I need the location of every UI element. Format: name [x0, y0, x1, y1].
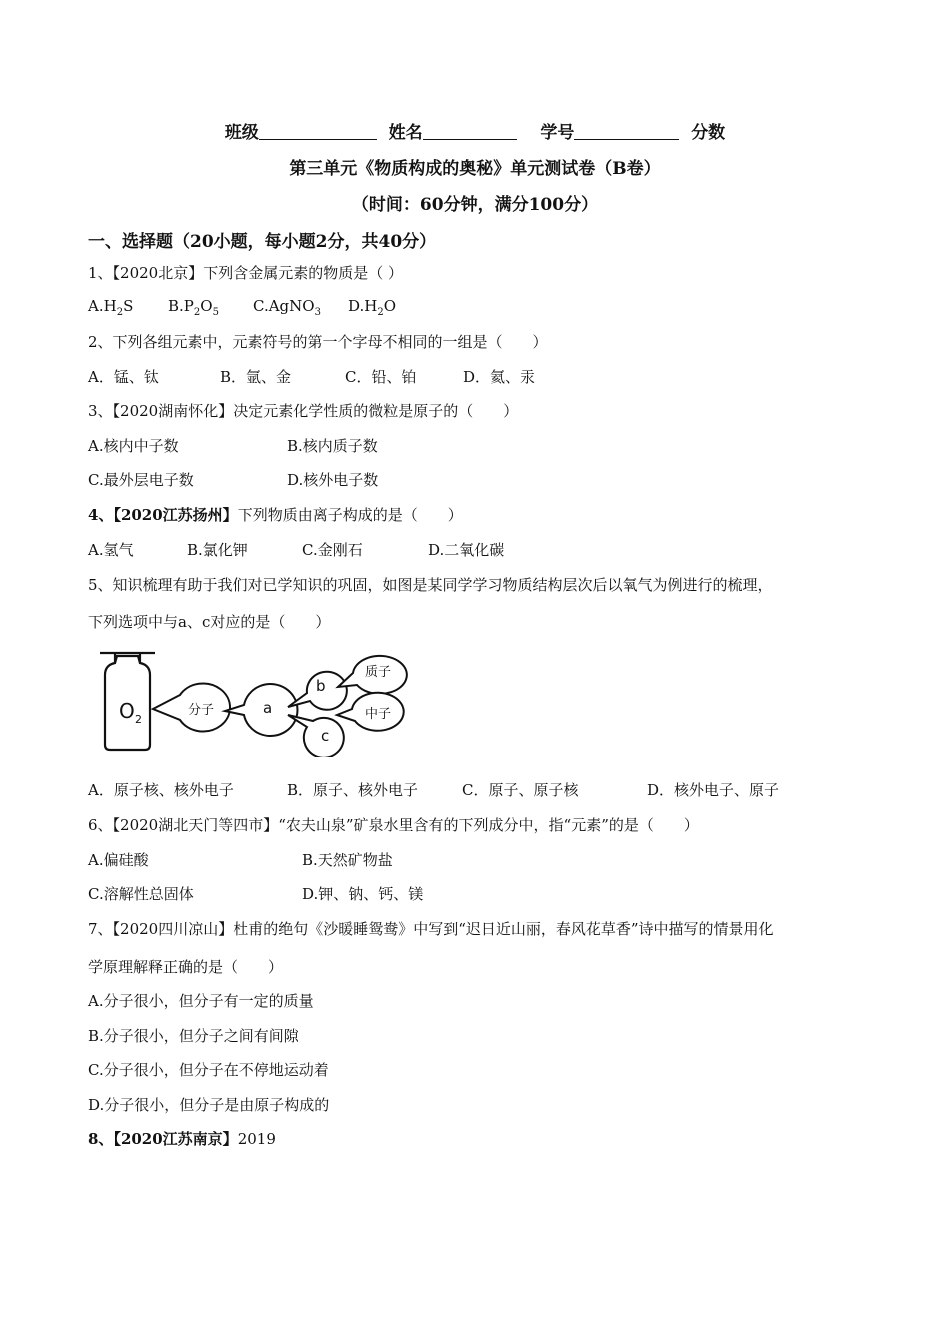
- question-2-stem: 2、下列各组元素中，元素符号的第一个字母不相同的一组是（ ）: [88, 333, 548, 351]
- q5-option-b: B．原子、核外电子: [287, 781, 419, 799]
- q1-option-c: C.AgNO$_3$: [253, 297, 321, 318]
- class-label: 班级: [224, 123, 259, 143]
- q2-option-d: D．氦、汞: [463, 368, 536, 386]
- q7-option-c: C.分子很小，但分子在不停地运动着: [88, 1061, 329, 1079]
- question-5-stem-line2: 下列选项中与a、c对应的是（ ）: [88, 613, 331, 631]
- q5-option-c: C．原子、原子核: [462, 781, 579, 799]
- q6-option-a: A.偏硅酸: [88, 851, 149, 869]
- question-5-stem-line1: 5、知识梳理有助于我们对已学知识的巩固，如图是某同学学习物质结构层次后以氧气为例进行的梳理，: [88, 576, 773, 594]
- q7-option-a: A.分子很小，但分子有一定的质量: [88, 992, 314, 1010]
- b-label: b: [316, 677, 326, 695]
- question-3-stem: 3、【2020湖南怀化】决定元素化学性质的微粒是原子的（ ）: [88, 402, 519, 420]
- molecule-label: 分子: [188, 703, 215, 718]
- question-7-stem-line1: 7、【2020四川凉山】杜甫的绝句《沙暖睡鸳鸯》中写到“迟日近山丽，春风花草香”诗中描写的情景用化: [88, 920, 774, 938]
- q3-option-c: C.最外层电子数: [88, 471, 194, 489]
- q2-option-c: C．铅、铂: [345, 368, 417, 386]
- question-8-stem: 8、【2020江苏南京】2019: [88, 1130, 276, 1148]
- q6-option-d: D.钾、钠、钙、镁: [302, 885, 424, 903]
- q3-option-b: B.核内质子数: [287, 437, 378, 455]
- student-id-blank: [574, 123, 679, 140]
- name-blank: [423, 123, 517, 140]
- student-info-line: [0, 118, 950, 143]
- student-id-label: 学号: [540, 123, 575, 143]
- q4-option-a: A.氢气: [88, 541, 134, 559]
- q5-option-a: A．原子核、核外电子: [88, 781, 234, 799]
- q4-option-d: D.二氧化碳: [428, 541, 505, 559]
- question-1-stem: 1、【2020北京】下列含金属元素的物质是（ ）: [88, 264, 403, 282]
- q6-option-b: B.天然矿物盐: [302, 851, 393, 869]
- class-blank: [259, 123, 377, 140]
- q1-option-b: $B.P_2O_5$: [168, 297, 219, 318]
- c-bubble: [288, 715, 344, 757]
- q2-option-a: A．锰、钛: [88, 368, 159, 386]
- neutron-label: 中子: [365, 707, 392, 722]
- structure-diagram: [95, 645, 415, 757]
- question-4-stem: 4、【2020江苏扬州】下列物质由离子构成的是（ ）: [88, 506, 463, 524]
- page-subtitle: （时间：60分钟，满分100分）: [351, 195, 599, 215]
- bottle-label: O: [119, 699, 135, 723]
- q1-option-d: $D.H_2O$: [348, 297, 397, 318]
- q6-option-c: C.溶解性总固体: [88, 885, 194, 903]
- name-label: 姓名: [388, 123, 423, 143]
- q4-option-b: B.氯化钾: [187, 541, 248, 559]
- question-6-stem: 6、【2020湖北天门等四市】“农夫山泉”矿泉水里含有的下列成分中，指“元素”的是（ ）: [88, 816, 699, 834]
- score-label: 分数: [691, 123, 726, 143]
- section-title: 一、选择题（20小题，每小题2分，共40分）: [88, 232, 437, 252]
- question-7-stem-line2: 学原理解释正确的是（ ）: [88, 958, 284, 976]
- c-label: c: [321, 727, 330, 745]
- q7-option-d: D.分子很小，但分子是由原子构成的: [88, 1096, 330, 1114]
- q1-option-a: $A.H_2S$: [88, 297, 134, 318]
- a-bubble: [225, 684, 297, 736]
- q4-option-c: C.金刚石: [302, 541, 363, 559]
- q3-option-d: D.核外电子数: [287, 471, 379, 489]
- a-label: a: [263, 699, 273, 717]
- q2-option-b: B．氩、金: [220, 368, 292, 386]
- q3-option-a: A.核内中子数: [88, 437, 179, 455]
- q7-option-b: B.分子很小，但分子之间有间隙: [88, 1027, 299, 1045]
- proton-label: 质子: [365, 665, 392, 680]
- page-title: 第三单元《物质构成的奥秘》单元测试卷（B卷）: [289, 159, 661, 179]
- bottle-label-sub: 2: [135, 713, 142, 726]
- q5-option-d: D．核外电子、原子: [647, 781, 780, 799]
